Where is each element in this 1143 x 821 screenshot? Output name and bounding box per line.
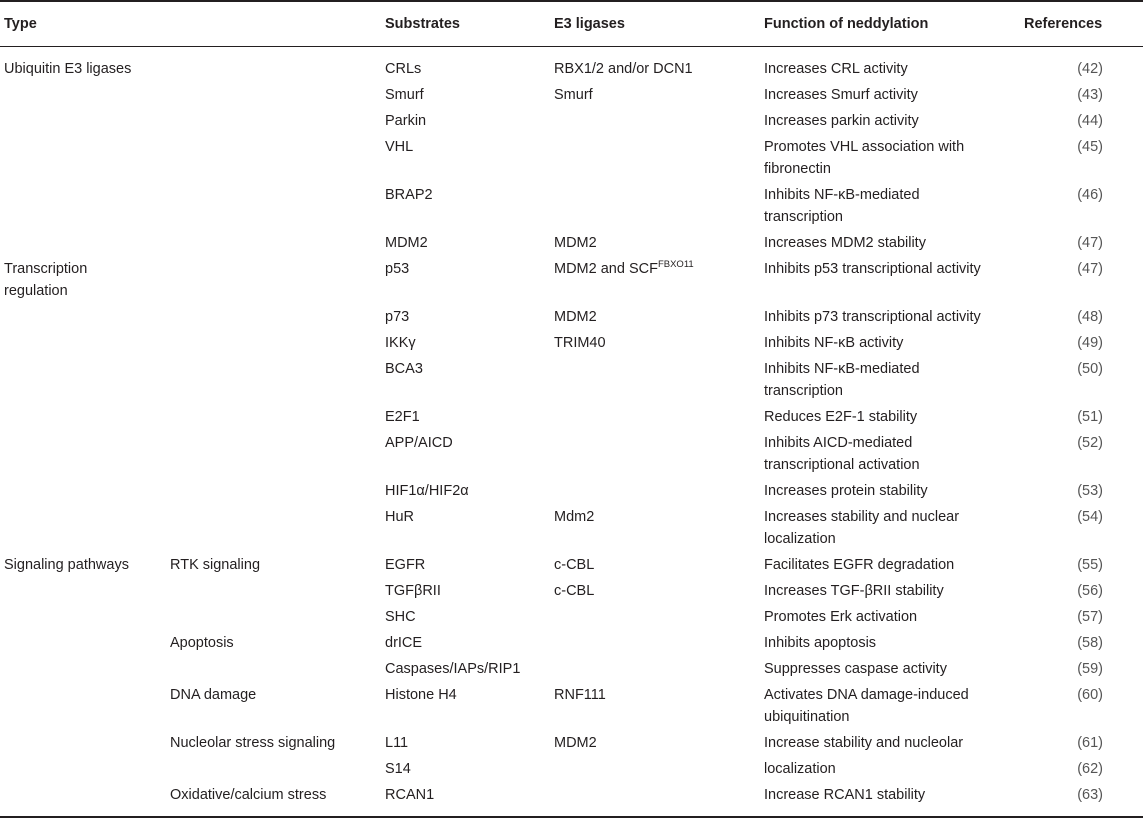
cell-reference-text: (47) [1077,235,1103,251]
cell-substrate [385,628,554,654]
cell-substrate-text: Histone H4 [385,687,457,703]
cell-substrate-text: E2F1 [385,409,420,425]
header-substrates: Substrates [385,1,554,47]
cell-substrate [385,754,554,780]
cell-e3-ligase [554,654,764,680]
cell-reference [1024,254,1143,302]
cell-reference [1024,47,1143,81]
cell-function [764,80,1024,106]
cell-type [0,106,170,132]
cell-reference [1024,228,1143,254]
cell-e3-ligase [554,780,764,817]
cell-function [764,180,1024,228]
cell-substrate-text: HuR [385,509,415,525]
cell-reference [1024,80,1143,106]
cell-e3-ligase [554,132,764,180]
cell-e3-superscript: FBXO11 [657,259,694,270]
cell-type [0,602,170,628]
cell-reference-text: (57) [1077,609,1103,625]
table-row [0,302,1143,328]
cell-substrate-text: L11 [385,735,409,751]
cell-subtype [170,780,385,817]
table-row [0,254,1143,302]
cell-function-text: Increases protein stability [764,483,928,499]
cell-subtype-text: Apoptosis [170,635,234,651]
cell-type [0,47,170,81]
cell-e3-ligase [554,354,764,402]
cell-e3-ligase [554,476,764,502]
cell-e3-ligase [554,680,764,728]
cell-function-text: Inhibits AICD-mediated transcriptional activation [764,435,920,473]
cell-type [0,302,170,328]
cell-reference-text: (63) [1077,787,1103,803]
cell-reference-text: (60) [1077,687,1103,703]
cell-e3-ligase [554,502,764,550]
cell-subtype [170,254,385,302]
cell-function-text: Inhibits NF-κB-mediated transcription [764,187,920,225]
cell-reference-text: (49) [1077,335,1103,351]
cell-type [0,628,170,654]
cell-function-text: Promotes VHL association with fibronectin [764,139,965,177]
cell-function-text: Reduces E2F-1 stability [764,409,918,425]
cell-reference [1024,132,1143,180]
cell-substrate-text: S14 [385,761,411,777]
cell-reference [1024,728,1143,754]
cell-function [764,47,1024,81]
cell-reference [1024,754,1143,780]
cell-type [0,428,170,476]
cell-substrate [385,476,554,502]
cell-substrate [385,106,554,132]
cell-function [764,654,1024,680]
cell-function [764,106,1024,132]
cell-e3-ligase-text: RBX1/2 and/or DCN1 [554,61,693,77]
cell-type [0,728,170,754]
cell-e3-ligase [554,254,764,302]
cell-function-text: Inhibits p53 transcriptional activity [764,261,981,277]
table-row [0,354,1143,402]
cell-substrate-text: BRAP2 [385,187,433,203]
cell-reference-text: (44) [1077,113,1103,129]
cell-reference-text: (46) [1077,187,1103,203]
cell-type [0,354,170,402]
cell-substrate [385,428,554,476]
cell-e3-ligase-text: MDM2 and SCF [554,261,658,277]
cell-subtype [170,354,385,402]
cell-reference-text: (62) [1077,761,1103,777]
cell-function [764,628,1024,654]
cell-function-text: Activates DNA damage-induced ubiquitination [764,687,969,725]
cell-subtype [170,180,385,228]
cell-reference [1024,502,1143,550]
table-row [0,576,1143,602]
cell-substrate-text: Parkin [385,113,427,129]
cell-substrate [385,780,554,817]
cell-function-text: Inhibits apoptosis [764,635,877,651]
cell-substrate [385,550,554,576]
cell-subtype [170,602,385,628]
cell-subtype [170,576,385,602]
table-row [0,228,1143,254]
cell-substrate-text: drICE [385,635,423,651]
cell-e3-ligase [554,602,764,628]
cell-reference [1024,428,1143,476]
cell-substrate [385,254,554,302]
cell-function-text: Increase stability and nucleolar [764,735,964,751]
cell-subtype [170,228,385,254]
cell-function [764,132,1024,180]
table-row [0,402,1143,428]
cell-type [0,80,170,106]
table-row [0,728,1143,754]
cell-e3-ligase-text: Mdm2 [554,509,595,525]
cell-type [0,754,170,780]
cell-function [764,728,1024,754]
cell-reference [1024,780,1143,817]
table-row [0,780,1143,817]
table-row [0,428,1143,476]
cell-type-text: Ubiquitin E3 ligases [4,61,132,77]
cell-e3-ligase [554,550,764,576]
table-row [0,680,1143,728]
cell-substrate-text: p73 [385,309,410,325]
cell-subtype-text: Nucleolar stress signaling [170,735,336,751]
cell-e3-ligase [554,106,764,132]
cell-substrate-text: MDM2 [385,235,428,251]
cell-function-text: Increases CRL activity [764,61,908,77]
cell-substrate-text: IKKγ [385,335,416,351]
cell-substrate-text: BCA3 [385,361,423,377]
table-row [0,180,1143,228]
cell-type [0,180,170,228]
cell-substrate-text: APP/AICD [385,435,453,451]
header-e3-ligases: E3 ligases [554,1,764,47]
cell-substrate [385,728,554,754]
cell-substrate [385,228,554,254]
cell-type [0,576,170,602]
cell-type [0,254,170,302]
cell-reference-text: (52) [1077,435,1103,451]
cell-function [764,602,1024,628]
cell-e3-ligase-text: RNF111 [554,687,606,703]
cell-substrate-text: EGFR [385,557,426,573]
cell-function-text: Suppresses caspase activity [764,661,947,677]
cell-reference [1024,106,1143,132]
header-function: Function of neddylation [764,1,1024,47]
cell-substrate [385,132,554,180]
table-row [0,754,1143,780]
cell-reference [1024,402,1143,428]
cell-function [764,754,1024,780]
cell-substrate [385,654,554,680]
cell-substrate [385,47,554,81]
cell-function-text: Increases MDM2 stability [764,235,926,251]
cell-type-text: Transcription regulation [4,261,88,299]
cell-reference [1024,576,1143,602]
cell-substrate [385,80,554,106]
cell-reference-text: (58) [1077,635,1103,651]
cell-function-text: Increase RCAN1 stability [764,787,926,803]
cell-function [764,550,1024,576]
cell-e3-ligase [554,576,764,602]
cell-function-text: Increases stability and nuclear localization [764,509,960,547]
cell-reference-text: (51) [1077,409,1103,425]
cell-type [0,328,170,354]
cell-reference [1024,628,1143,654]
table-row [0,550,1143,576]
cell-function-text: Inhibits NF-κB-mediated transcription [764,361,920,399]
cell-function-text: Increases parkin activity [764,113,919,129]
cell-reference [1024,302,1143,328]
cell-function-text: Facilitates EGFR degradation [764,557,955,573]
cell-reference-text: (54) [1077,509,1103,525]
cell-substrate-text: HIF1α/HIF2α [385,483,469,499]
cell-e3-ligase-text: TRIM40 [554,335,606,351]
cell-e3-ligase [554,628,764,654]
cell-e3-ligase [554,47,764,81]
cell-substrate-text: Smurf [385,87,424,103]
cell-e3-ligase [554,180,764,228]
cell-subtype-text: RTK signaling [170,557,261,573]
cell-substrate [385,354,554,402]
cell-function [764,680,1024,728]
cell-reference [1024,354,1143,402]
cell-type [0,476,170,502]
cell-function [764,328,1024,354]
header-references: References [1024,1,1143,47]
cell-reference [1024,602,1143,628]
cell-function [764,576,1024,602]
cell-reference-text: (55) [1077,557,1103,573]
table-row [0,106,1143,132]
cell-subtype [170,728,385,754]
cell-function-text: Promotes Erk activation [764,609,918,625]
cell-reference-text: (47) [1077,261,1103,277]
cell-reference-text: (42) [1077,61,1103,77]
cell-function [764,502,1024,550]
cell-subtype [170,476,385,502]
cell-function-text: Inhibits p73 transcriptional activity [764,309,981,325]
table-row [0,602,1143,628]
cell-substrate [385,180,554,228]
cell-function [764,254,1024,302]
cell-type [0,502,170,550]
cell-e3-ligase [554,80,764,106]
cell-subtype [170,47,385,81]
cell-reference-text: (59) [1077,661,1103,677]
cell-substrate [385,302,554,328]
cell-subtype [170,754,385,780]
cell-substrate-text: TGFβRII [385,583,441,599]
cell-function [764,302,1024,328]
cell-type [0,132,170,180]
cell-function-text: Inhibits NF-κB activity [764,335,904,351]
cell-subtype [170,106,385,132]
cell-substrate [385,602,554,628]
cell-substrate [385,576,554,602]
cell-subtype [170,428,385,476]
table-row [0,476,1143,502]
cell-subtype-text: Oxidative/calcium stress [170,787,327,803]
cell-reference-text: (45) [1077,139,1103,155]
table-row [0,132,1143,180]
cell-e3-ligase-text: c-CBL [554,557,595,573]
cell-type [0,680,170,728]
cell-function [764,402,1024,428]
cell-type [0,402,170,428]
cell-e3-ligase-text: c-CBL [554,583,595,599]
cell-type [0,228,170,254]
cell-reference [1024,476,1143,502]
cell-subtype [170,654,385,680]
cell-function-text: localization [764,761,836,777]
cell-e3-ligase [554,728,764,754]
cell-substrate-text: RCAN1 [385,787,435,803]
cell-reference-text: (48) [1077,309,1103,325]
table-row [0,654,1143,680]
cell-e3-ligase [554,302,764,328]
cell-reference-text: (53) [1077,483,1103,499]
cell-reference [1024,680,1143,728]
cell-subtype [170,402,385,428]
cell-e3-ligase-text: MDM2 [554,735,597,751]
table-row [0,47,1143,81]
cell-type [0,550,170,576]
table-header-row [0,1,1143,47]
cell-function-text: Increases TGF-βRII stability [764,583,944,599]
table-row [0,502,1143,550]
cell-subtype [170,302,385,328]
table-row [0,328,1143,354]
cell-subtype [170,328,385,354]
cell-e3-ligase [554,754,764,780]
cell-subtype [170,132,385,180]
table-row [0,628,1143,654]
cell-e3-ligase [554,428,764,476]
cell-substrate-text: SHC [385,609,416,625]
cell-substrate [385,402,554,428]
cell-type-text: Signaling pathways [4,557,129,573]
table-body [0,47,1143,818]
cell-subtype [170,550,385,576]
cell-substrate [385,680,554,728]
cell-function [764,228,1024,254]
cell-function [764,780,1024,817]
cell-subtype [170,502,385,550]
cell-reference [1024,328,1143,354]
cell-reference-text: (50) [1077,361,1103,377]
cell-e3-ligase-text: MDM2 [554,235,597,251]
cell-reference [1024,180,1143,228]
cell-subtype-text: DNA damage [170,687,257,703]
cell-substrate-text: p53 [385,261,410,277]
cell-substrate-text: CRLs [385,61,422,77]
table-row [0,80,1143,106]
cell-substrate-text: VHL [385,139,414,155]
cell-e3-ligase-text: Smurf [554,87,593,103]
cell-substrate-text: Caspases/IAPs/RIP1 [385,661,521,677]
cell-function-text: Increases Smurf activity [764,87,918,103]
cell-e3-ligase [554,228,764,254]
cell-type [0,654,170,680]
cell-subtype [170,680,385,728]
cell-e3-ligase [554,328,764,354]
cell-substrate [385,502,554,550]
cell-subtype [170,80,385,106]
cell-type [0,780,170,817]
cell-function [764,476,1024,502]
cell-reference [1024,550,1143,576]
cell-reference-text: (43) [1077,87,1103,103]
cell-reference [1024,654,1143,680]
cell-e3-ligase [554,402,764,428]
cell-subtype [170,628,385,654]
cell-reference-text: (61) [1077,735,1103,751]
cell-function [764,354,1024,402]
cell-substrate [385,328,554,354]
header-type: Type [0,1,385,47]
cell-reference-text: (56) [1077,583,1103,599]
cell-e3-ligase-text: MDM2 [554,309,597,325]
cell-function [764,428,1024,476]
